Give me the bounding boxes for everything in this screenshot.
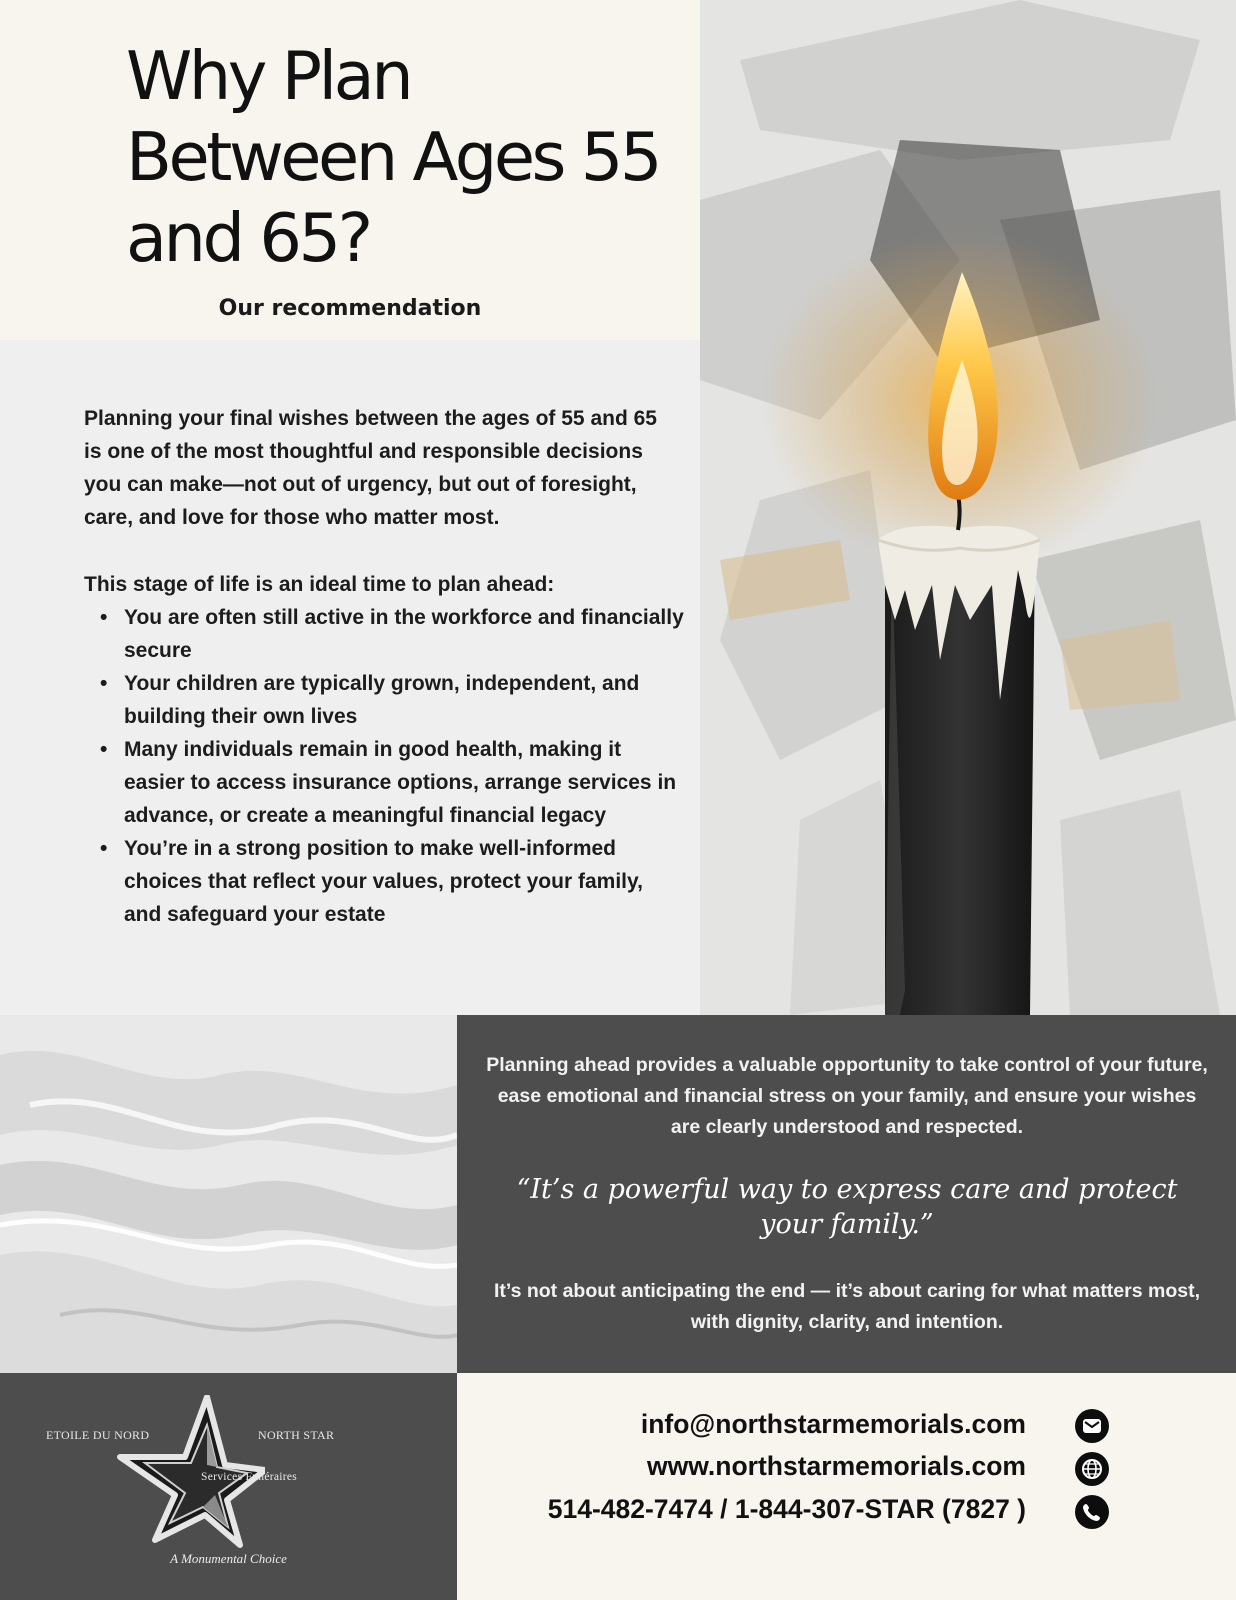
list-item: • You are often still active in the workforce and financially secure <box>124 601 684 667</box>
envelope-icon[interactable] <box>1075 1409 1109 1443</box>
candle-artwork <box>700 0 1236 1015</box>
contact-panel <box>457 1373 1236 1600</box>
globe-icon[interactable] <box>1075 1452 1109 1486</box>
marble-illustration <box>0 1015 457 1373</box>
candle-illustration <box>700 0 1236 1015</box>
benefit-list <box>84 601 684 931</box>
contact-website-link[interactable]: www.northstarmemorials.com <box>647 1451 1026 1481</box>
phone-icon[interactable] <box>1075 1495 1109 1529</box>
logo-right-text: NORTH STAR <box>258 1428 335 1442</box>
logo-tagline: A Monumental Choice <box>170 1551 287 1566</box>
logo-services-text: Services Funéraires <box>201 1471 298 1483</box>
list-item: • Your children are typically grown, independent, and building their own lives <box>124 667 684 733</box>
quote: “It’s a powerful way to express care and protect your family.” <box>516 1174 1178 1240</box>
contact-email-link[interactable]: info@northstarmemorials.com <box>640 1409 1026 1439</box>
list-intro: This stage of life is an ideal time to plan ahead: <box>84 573 555 596</box>
page-subtitle: Our recommendation <box>218 296 482 321</box>
logo-left-text: ETOILE DU NORD <box>46 1428 150 1442</box>
marble-texture <box>0 1015 457 1373</box>
intro-paragraph: Planning your final wishes between the ages of 55 and 65 is one of the most thoughtful and responsible decisions you can make—not out of urgency, but out of foresight, care, and love for those who matter most. <box>84 407 657 529</box>
list-item: • Many individuals remain in good health, making it easier to access insurance options, arrange services in advance, or create a meaningful financial legacy <box>124 733 684 832</box>
page-title: Why Plan Between Ages 55 and 65? <box>126 37 659 277</box>
message-paragraph-1: Planning ahead provides a valuable opportunity to take control of your future, ease emotional and financial stress on your family, and ensure your wishes are clearly understood and respected. <box>486 1054 1208 1138</box>
contact-phone-link[interactable]: 514-482-7474 / 1-844-307-STAR (7827 ) <box>547 1494 1026 1524</box>
list-item: • You’re in a strong position to make well-informed choices that reflect your values, protect your family, and safeguard your estate <box>124 832 684 931</box>
message-paragraph-2: It’s not about anticipating the end — it’s about caring for what matters most, with dignity, clarity, and intention. <box>493 1280 1201 1333</box>
